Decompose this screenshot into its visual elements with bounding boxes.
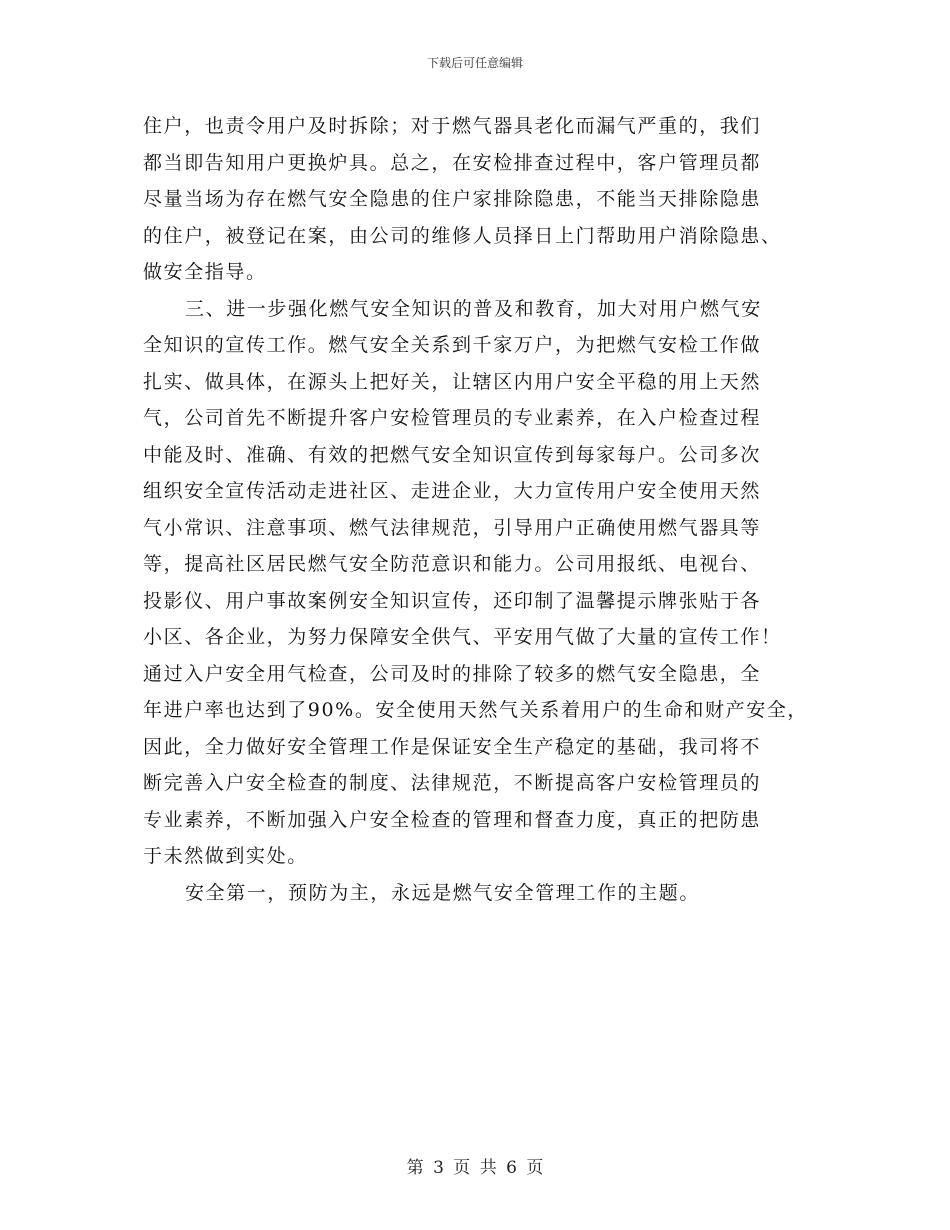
body-line: 扎实、做具体，在源头上把好关，让辖区内用户安全平稳的用上天然 <box>143 370 762 393</box>
body-line: 年进户率也达到了90%。安全使用天然气关系着用户的生命和财产安全， <box>143 699 809 721</box>
body-line: 做安全指导。 <box>143 261 267 283</box>
body-line: 于未然做到实处。 <box>143 845 308 867</box>
body-line: 专业素养，不断加强入户安全检查的管理和督查力度，真正的把防患 <box>143 808 762 831</box>
paragraph-start-line: 三、进一步强化燃气安全知识的普及和教育，加大对用户燃气安 <box>185 297 762 320</box>
body-line: 中能及时、准确、有效的把燃气安全知识宣传到每家每户。公司多次 <box>143 443 762 466</box>
body-line: 投影仪、用户事故案例安全知识宣传，还印制了温馨提示牌张贴于各 <box>143 589 762 612</box>
body-line: 气小常识、注意事项、燃气法律规范，引导用户正确使用燃气器具等 <box>143 516 762 539</box>
body-line: 尽量当场为存在燃气安全隐患的住户家排除隐患，不能当天排除隐患 <box>143 188 762 210</box>
body-line: 等，提高社区居民燃气安全防范意识和能力。公司用报纸、电视台、 <box>143 553 762 575</box>
body-line: 都当即告知用户更换炉具。总之，在安检排查过程中，客户管理员都 <box>143 151 762 174</box>
page-header: 下载后可任意编辑 <box>426 56 523 70</box>
paragraph-start-line: 安全第一，预防为主，永远是燃气安全管理工作的主题。 <box>185 881 701 904</box>
body-line: 组织安全宣传活动走进社区、走进企业，大力宣传用户安全使用天然 <box>143 480 762 502</box>
body-line: 小区、各企业，为努力保障安全供气、平安用气做了大量的宣传工作！ <box>143 626 782 648</box>
body-line: 断完善入户安全检查的制度、法律规范，不断提高客户安检管理员的 <box>143 772 762 794</box>
document-body <box>143 108 823 911</box>
page-number-footer: 第 3 页 共 6 页 <box>406 1158 544 1178</box>
body-line: 全知识的宣传工作。燃气安全关系到千家万户，为把燃气安检工作做 <box>143 334 762 356</box>
body-line: 因此，全力做好安全管理工作是保证安全生产稳定的基础，我司将不 <box>143 735 762 758</box>
body-line: 住户，也责令用户及时拆除；对于燃气器具老化而漏气严重的，我们 <box>143 115 762 137</box>
body-line: 的住户，被登记在案，由公司的维修人员择日上门帮助用户消除隐患、 <box>143 224 782 247</box>
body-line: 通过入户安全用气检查，公司及时的排除了较多的燃气安全隐患，全 <box>143 662 762 685</box>
body-line: 气，公司首先不断提升客户安检管理员的专业素养，在入户检查过程 <box>143 407 762 429</box>
